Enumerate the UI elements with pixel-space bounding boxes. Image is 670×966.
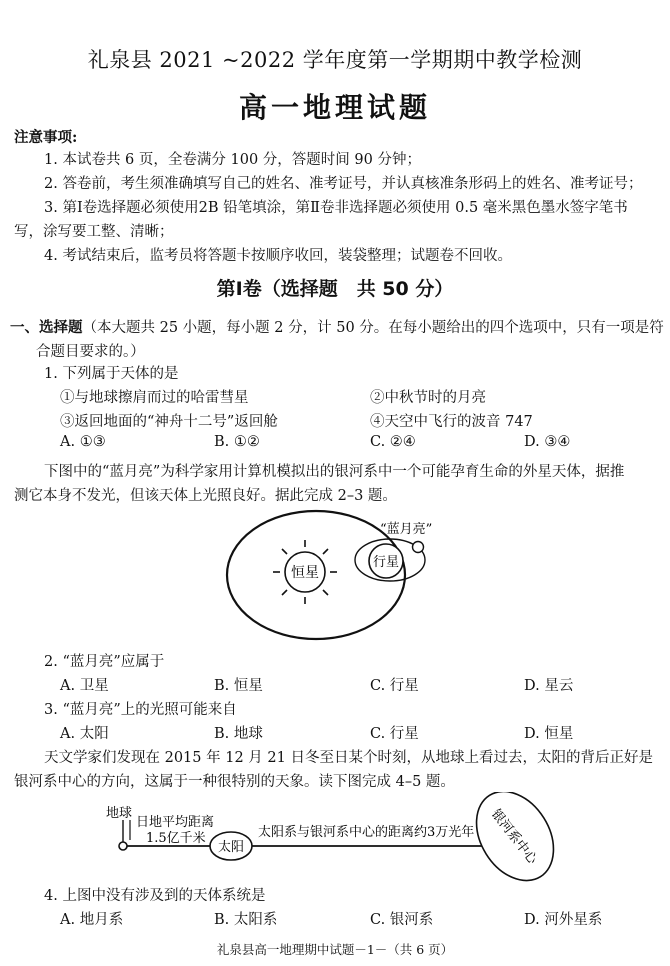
intro-4-5-line-2: 银河系中心的方向，这属于一种很特别的天象。读下图完成 4–5 题。 [14, 774, 455, 790]
instr-line-2: 合题目要求的。） [36, 344, 145, 360]
q1-option-d: D. ③④ [524, 434, 571, 450]
q4-stem: 4. 上图中没有涉及到的天体系统是 [44, 888, 266, 904]
q1-item-1: ①与地球擦肩而过的哈雷彗星 [60, 390, 249, 406]
part-label: 一、选择题 [10, 319, 83, 336]
intro-4-5-line-1: 天文学家们发现在 2015 年 12 月 21 日冬至日某个时刻，从地球上看过去，太阳的背后正好是 [44, 750, 653, 766]
earth-sun-distance-value: 1.5亿千米 [146, 831, 206, 846]
section-instructions [10, 316, 664, 337]
q1-option-c: C. ②④ [370, 434, 416, 450]
page-footer: 礼泉县高一地理期中试题－1－（共 6 页） [216, 942, 454, 957]
q2-option-b: B. 恒星 [214, 678, 263, 694]
section-title: 第Ⅰ卷（选择题 共 50 分） [216, 278, 454, 300]
blue-moon-dot [413, 542, 424, 553]
q2-option-d: D. 星云 [524, 678, 574, 694]
earth-sun-distance-label: 日地平均距离 [136, 815, 215, 830]
star-label: 恒星 [291, 565, 319, 581]
q2-option-c: C. 行星 [370, 678, 419, 694]
q1-item-4: ④天空中飞行的波音 747 [370, 414, 533, 430]
q1-stem: 1. 下列属于天体的是 [44, 366, 179, 382]
q2-stem: 2. “蓝月亮”应属于 [44, 654, 165, 670]
q2-option-a: A. 卫星 [60, 678, 109, 694]
sun-label: 太阳 [217, 840, 245, 855]
q4-option-b: B. 太阳系 [214, 912, 278, 928]
instr-line-1: （本大题共 25 小题，每小题 2 分，计 50 分。在每小题给出的四个选项中，只有一项是符 [82, 320, 664, 336]
q3-option-c: C. 行星 [370, 726, 419, 742]
planet-label: 行星 [372, 555, 400, 570]
note-4: 4. 考试结束后，监考员将答题卡按顺序收回，装袋整理；试题卷不回收。 [44, 248, 512, 264]
earth-dot [119, 842, 127, 850]
orbit-diagram [200, 505, 500, 655]
distance-diagram [90, 792, 570, 892]
sun-center-distance-label: 太阳系与银河系中心的距离约3万光年 [258, 825, 475, 840]
q1-option-b: B. ①② [214, 434, 260, 450]
notes-heading: 注意事项: [14, 129, 78, 146]
q3-option-b: B. 地球 [214, 726, 263, 742]
q1-item-3: ③返回地面的“神舟十二号”返回舱 [60, 414, 278, 430]
galactic-center-label: 银河系中心 [487, 806, 540, 868]
note-1: 1. 本试卷共 6 页，全卷满分 100 分，答题时间 90 分钟； [44, 152, 421, 168]
intro-2-3-line-2: 测它本身不发光，但该天体上光照良好。据此完成 2–3 题。 [14, 488, 397, 504]
q4-option-c: C. 银河系 [370, 912, 434, 928]
intro-2-3-line-1: 下图中的“蓝月亮”为科学家用计算机模拟出的银河系中一个可能孕育生命的外星天体，据推 [44, 464, 625, 480]
q1-option-a: A. ①③ [60, 434, 106, 450]
earth-label: 地球 [106, 806, 133, 821]
q4-option-a: A. 地月系 [60, 912, 124, 928]
q3-option-a: A. 太阳 [60, 726, 109, 742]
note-3-cont: 写，涂写要工整、清晰； [14, 224, 174, 240]
blue-moon-label: “蓝月亮” [380, 522, 433, 537]
q3-stem: 3. “蓝月亮”上的光照可能来自 [44, 702, 237, 718]
q4-option-d: D. 河外星系 [524, 912, 603, 928]
exam-title: 礼泉县 2021 ~2022 学年度第一学期期中教学检测 [87, 48, 583, 72]
q1-item-2: ②中秋节时的月亮 [370, 390, 486, 406]
exam-subject: 高一地理试题 [238, 91, 431, 124]
q3-option-d: D. 恒星 [524, 726, 574, 742]
note-2: 2. 答卷前，考生须准确填写自己的姓名、准考证号，并认真核准条形码上的姓名、准考证号； [44, 176, 643, 192]
note-3: 3. 第Ⅰ卷选择题必须使用2B 铅笔填涂，第Ⅱ卷非选择题必须使用 0.5 毫米黑色墨水签字笔书 [44, 200, 628, 216]
